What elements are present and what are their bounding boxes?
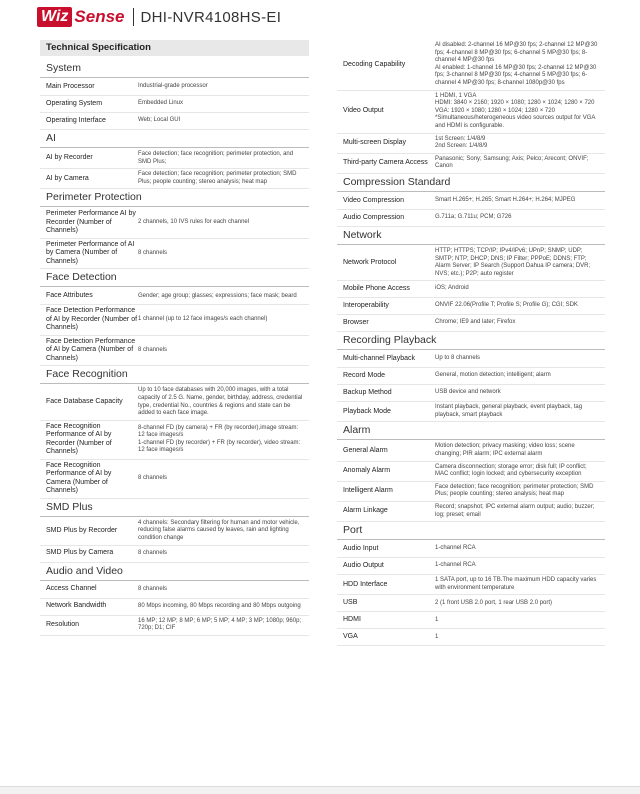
spec-row-smd-plus-by-recorder bbox=[40, 518, 309, 546]
spec-label: VGA bbox=[343, 633, 358, 641]
spec-label: Alarm Linkage bbox=[343, 507, 388, 515]
section-heading-port: Port bbox=[337, 522, 605, 540]
spec-label: SMD Plus by Recorder bbox=[46, 526, 118, 534]
spec-row-anomaly-alarm bbox=[337, 462, 605, 482]
spec-row-audio-output bbox=[337, 558, 605, 575]
spec-label: Face Database Capacity bbox=[46, 398, 123, 406]
spec-row-browser bbox=[337, 315, 605, 332]
spec-row-face-recognition-performance-of-ai-by-ca bbox=[40, 460, 309, 499]
spec-value: Panasonic; Sony; Samsung; Axis; Pelco; Arecont; ONVIF; Canon bbox=[435, 155, 589, 170]
spec-value: 80 Mbps incoming, 80 Mbps recording and 80 Mbps outgoing bbox=[138, 602, 301, 609]
spec-row-hdmi bbox=[337, 612, 605, 629]
section-heading-smd-plus: SMD Plus bbox=[40, 499, 309, 517]
spec-label: Operating Interface bbox=[46, 116, 106, 124]
spec-value: 2 channels, 10 IVS rules for each channel bbox=[138, 219, 250, 226]
spec-value: Motion detection; privacy masking; video loss; scene changing; PIR alarm; IPC external alarm bbox=[435, 443, 575, 458]
spec-value: Face detection; face recognition; perimeter protection; SMD Plus; people counting; stereo analysis; heat map bbox=[138, 171, 297, 185]
spec-label: Network Protocol bbox=[343, 258, 397, 266]
spec-row-audio-compression bbox=[337, 210, 605, 227]
spec-row-face-detection-performance-of-ai-by-reco bbox=[40, 305, 309, 336]
spec-label: Access Channel bbox=[46, 585, 97, 593]
spec-label: Audio Output bbox=[343, 561, 384, 569]
spec-value: 8 channels bbox=[138, 474, 168, 481]
section-heading-recording-playback: Recording Playback bbox=[337, 332, 605, 350]
spec-value: 8-channel FD (by camera) + FR (by recorder),image stream: 12 face images/s 1-channel FD (by recorder) + FR (by recorder), video stream: 12 face images/s bbox=[138, 424, 301, 454]
spec-value: HTTP; HTTPS; TCP/IP; IPv4/IPv6; UPnP; SNMP; UDP; SMTP; NTP; DHCP; DNS; IP Filter; PPPoE; DDNS; FTP; Alarm Server; IP Search (Support Dahua IP camera; DVR; NVS; etc.); P2P; auto register bbox=[435, 247, 591, 277]
spec-row-interoperability bbox=[337, 298, 605, 315]
spec-row-face-attributes bbox=[40, 288, 309, 305]
spec-label: Operating System bbox=[46, 99, 103, 107]
spec-value: 1 SATA port, up to 16 TB.The maximum HDD capacity varies with environment temperature bbox=[435, 577, 597, 591]
spec-row-video-output bbox=[337, 91, 605, 134]
spec-value: Smart H.265+; H.265; Smart H.264+; H.264; MJPEG bbox=[435, 197, 576, 204]
spec-row-third-party-camera-access bbox=[337, 154, 605, 174]
spec-value: Up to 10 face databases with 20,000 images, with a total capacity of 2.5 G. Name, gender, birthday, address, credential type, credential No., countries & regions and state can be added to each face image. bbox=[138, 387, 303, 417]
spec-row-face-detection-performance-of-ai-by-came bbox=[40, 336, 309, 367]
spec-row-multi-screen-display bbox=[337, 134, 605, 154]
spec-row-operating-system bbox=[40, 96, 309, 113]
spec-label: Playback Mode bbox=[343, 407, 391, 415]
left-column bbox=[40, 40, 309, 636]
spec-label: General Alarm bbox=[343, 446, 388, 454]
spec-row-resolution bbox=[40, 616, 309, 636]
spec-row-face-recognition-performance-of-ai-by-re bbox=[40, 421, 309, 460]
spec-label: Face Detection Performance of AI by Camera (Number of Channels) bbox=[46, 337, 136, 362]
spec-row-audio-input bbox=[337, 541, 605, 558]
spec-value: 1st Screen: 1/4/8/9 2nd Screen: 1/4/8/9 bbox=[435, 135, 488, 150]
spec-value: Up to 8 channels bbox=[435, 355, 481, 362]
section-heading-alarm: Alarm bbox=[337, 422, 605, 440]
section-heading-compression-standard: Compression Standard bbox=[337, 174, 605, 192]
spec-value: 8 channels bbox=[138, 549, 168, 556]
right-column bbox=[337, 40, 605, 646]
page-header bbox=[0, 0, 640, 34]
bottom-bar bbox=[0, 786, 640, 794]
spec-label: Audio Compression bbox=[343, 213, 405, 221]
spec-row-perimeter-performance-ai-by-recorder-num bbox=[40, 208, 309, 239]
spec-row-network-protocol bbox=[337, 246, 605, 281]
spec-label: Intelligent Alarm bbox=[343, 487, 393, 495]
spec-value: 1 bbox=[435, 616, 439, 623]
spec-label: Video Compression bbox=[343, 196, 404, 204]
spec-value: iOS; Android bbox=[435, 285, 469, 292]
spec-value: 8 channels bbox=[138, 249, 168, 256]
spec-value: Record; snapshot; IPC external alarm output; audio; buzzer; log; preset; email bbox=[435, 504, 595, 518]
spec-label: AI by Recorder bbox=[46, 154, 93, 162]
spec-row-main-processor bbox=[40, 79, 309, 96]
spec-label: Perimeter Performance of AI by Camera (Number of Channels) bbox=[46, 240, 135, 265]
spec-label: Mobile Phone Access bbox=[343, 285, 410, 293]
spec-value: 8 channels bbox=[138, 346, 168, 353]
spec-label: Multi-channel Playback bbox=[343, 355, 415, 363]
spec-row-ai-by-camera bbox=[40, 169, 309, 189]
spec-row-network-bandwidth bbox=[40, 599, 309, 616]
spec-row-backup-method bbox=[337, 385, 605, 402]
spec-label: AI by Camera bbox=[46, 174, 89, 182]
spec-row-face-database-capacity bbox=[40, 385, 309, 420]
spec-value: 2 (1 front USB 2.0 port, 1 rear USB 2.0 port) bbox=[435, 599, 553, 606]
spec-label: Main Processor bbox=[46, 82, 95, 90]
spec-value: Embedded Linux bbox=[138, 100, 184, 107]
logo-suffix: Sense bbox=[74, 7, 125, 26]
section-heading-face-detection: Face Detection bbox=[40, 269, 309, 287]
spec-row-usb bbox=[337, 595, 605, 612]
spec-value: 1 bbox=[435, 633, 439, 640]
spec-value: Gender; age group; glasses; expressions; face mask; beard bbox=[138, 292, 297, 299]
spec-row-record-mode bbox=[337, 368, 605, 385]
section-heading-network: Network bbox=[337, 227, 605, 245]
spec-row-hdd-interface bbox=[337, 575, 605, 595]
spec-label: Record Mode bbox=[343, 372, 386, 380]
spec-row-decoding-capability bbox=[337, 40, 605, 91]
spec-row-ai-by-recorder bbox=[40, 149, 309, 169]
spec-label: Video Output bbox=[343, 107, 384, 115]
spec-value: Web; Local GUI bbox=[138, 117, 181, 124]
spec-row-intelligent-alarm bbox=[337, 482, 605, 502]
spec-row-video-compression bbox=[337, 193, 605, 210]
section-heading-face-recognition: Face Recognition bbox=[40, 366, 309, 384]
model-number: DHI-NVR4108HS-EI bbox=[140, 8, 282, 26]
spec-label: Face Recognition Performance of AI by Recorder (Number of Channels) bbox=[46, 422, 112, 456]
logo-prefix: Wiz bbox=[37, 7, 72, 27]
spec-row-access-channel bbox=[40, 582, 309, 599]
spec-value: 4 channels: Secondary filtering for human and motor vehicle, reducing false alarms caused by leaves, rain and lighting condition change bbox=[138, 519, 300, 541]
spec-title: Technical Specification bbox=[40, 40, 309, 56]
spec-value: 1 channel (up to 12 face images/s each channel) bbox=[138, 316, 268, 323]
spec-value: Industrial-grade processor bbox=[138, 83, 208, 90]
spec-value: G.711a; G.711u; PCM; G726 bbox=[435, 214, 512, 221]
spec-label: Backup Method bbox=[343, 389, 392, 397]
spec-label: Audio Input bbox=[343, 544, 379, 552]
spec-value: USB device and network bbox=[435, 389, 501, 396]
spec-label: Anomaly Alarm bbox=[343, 467, 391, 474]
section-heading-audio-and-video: Audio and Video bbox=[40, 563, 309, 581]
spec-value: 1-channel RCA bbox=[435, 562, 476, 569]
spec-row-vga bbox=[337, 629, 605, 646]
spec-label: Face Detection Performance of AI by Recorder (Number of Channels) bbox=[46, 307, 138, 332]
spec-value: AI disabled: 2-channel 16 MP@30 fps; 2-channel 12 MP@30 fps; 4-channel 8 MP@30 fps; 6-channel 5 MP@30 fps; 8-channel 4 MP@30 fps AI enabled: 1-channel 16 MP@30 fps; 2-channel 12 MP@30 fps; 3-channel 8 MP@30 fps; 4-channel 5 MP@30 fps; 6-channel 4 MP@30 fps; 8-channel 1080p@30 fps bbox=[435, 42, 598, 86]
spec-value: 1 HDMI, 1 VGA HDMI: 3840 × 2160; 1920 × 1080; 1280 × 1024; 1280 × 720 VGA: 1920 × 1080; 1280 × 1024; 1280 × 720 *Simultaneous/heterogeneous video sources output for VGA and HDMI is configurable. bbox=[435, 92, 596, 129]
spec-value: Face detection; face recognition; perimeter protection, and SMD Plus; bbox=[138, 151, 294, 165]
spec-label: Face Recognition Performance of AI by Camera (Number of Channels) bbox=[46, 461, 112, 495]
spec-row-alarm-linkage bbox=[337, 502, 605, 522]
spec-label: HDD Interface bbox=[343, 580, 388, 588]
spec-label: Resolution bbox=[46, 620, 80, 628]
spec-label: Interoperability bbox=[343, 302, 389, 310]
spec-value: 8 channels bbox=[138, 585, 168, 592]
spec-row-smd-plus-by-camera bbox=[40, 546, 309, 563]
spec-label: Perimeter Performance AI by Recorder (Number of Channels) bbox=[46, 210, 136, 235]
spec-value: General, motion detection; intelligent; alarm bbox=[435, 372, 551, 379]
spec-row-perimeter-performance-of-ai-by-camera-nu bbox=[40, 239, 309, 270]
spec-label: Multi-screen Display bbox=[343, 138, 407, 146]
spec-row-mobile-phone-access bbox=[337, 281, 605, 298]
spec-label: Face Attributes bbox=[46, 292, 93, 300]
spec-value: Face detection; face recognition; perimeter protection; SMD Plus; people counting; stereo analysis; heat map bbox=[435, 483, 594, 498]
spec-value: Camera disconnection; storage error; disk full; IP conflict; MAC conflict; login locked; and cybersecurity exception bbox=[435, 463, 587, 478]
spec-label: Decoding Capability bbox=[343, 60, 406, 68]
brand-logo bbox=[37, 6, 125, 28]
spec-row-multi-channel-playback bbox=[337, 351, 605, 368]
spec-label: Third-party Camera Access bbox=[343, 159, 428, 167]
spec-row-operating-interface bbox=[40, 113, 309, 130]
spec-label: SMD Plus by Camera bbox=[46, 549, 114, 557]
spec-value: Chrome; IE9 and later; Firefox bbox=[435, 319, 516, 326]
spec-label: USB bbox=[343, 599, 358, 607]
spec-value: ONVIF 22.06(Profile T; Profile S; Profile G); CGI; SDK bbox=[435, 302, 578, 309]
spec-row-playback-mode bbox=[337, 402, 605, 422]
section-heading-system: System bbox=[40, 60, 309, 78]
spec-label: HDMI bbox=[343, 616, 361, 624]
section-heading-ai: AI bbox=[40, 130, 309, 148]
section-heading-perimeter-protection: Perimeter Protection bbox=[40, 189, 309, 207]
spec-value: 1-channel RCA bbox=[435, 545, 476, 552]
spec-label: Browser bbox=[343, 319, 369, 327]
header-divider bbox=[133, 8, 134, 26]
spec-value: 16 MP; 12 MP; 8 MP; 6 MP; 5 MP; 4 MP; 3 MP; 1080p; 960p; 720p; D1; CIF bbox=[138, 617, 302, 632]
spec-value: Instant playback, general playback, event playback, tag playback, smart playback bbox=[435, 404, 583, 418]
spec-row-general-alarm bbox=[337, 441, 605, 461]
spec-label: Network Bandwidth bbox=[46, 602, 107, 610]
